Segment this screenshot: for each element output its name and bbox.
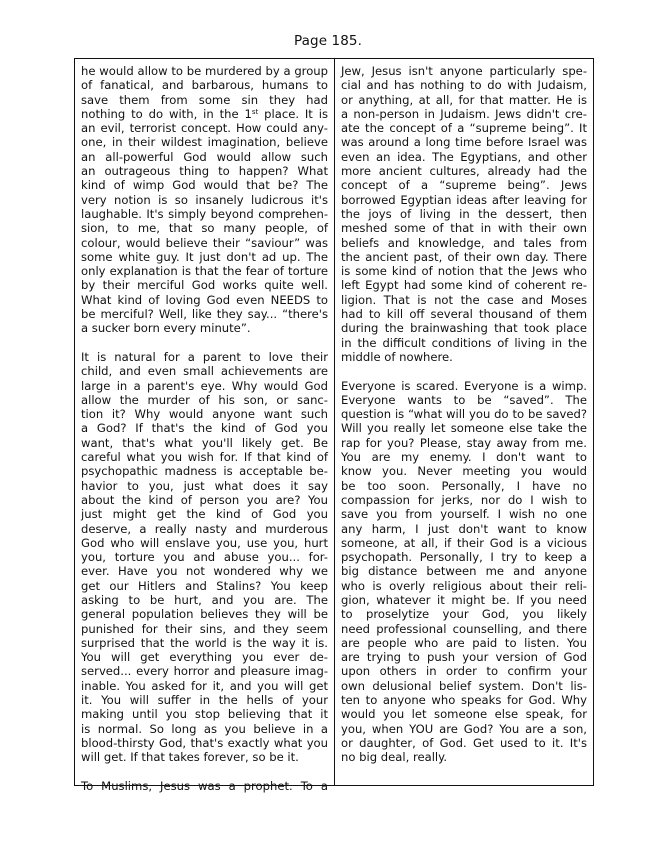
text-line: large in a parent's eye. Why would God [81, 378, 328, 393]
text-line: will get. If that takes forever, so be it. [81, 750, 299, 765]
text-line: gion, whatever it might be. If you need [341, 592, 587, 607]
text-line: sion, to me, that so many people, of [81, 221, 328, 236]
text-line: Jew, Jesus isn't anyone particularly spe- [341, 64, 587, 78]
text-line: Will you really let someone else take the [341, 421, 587, 436]
text-line: punished for their sins, and they seem [81, 621, 328, 636]
text-line: ligion. That is not the case and Moses [341, 292, 587, 307]
text-line: during the brainwashing that took place [341, 321, 587, 336]
text-line: a non-person in Judaism. Jews didn't cre- [341, 106, 587, 121]
text-line: nothing to do with, in the 1st place. It is [81, 106, 328, 121]
text-line: blood-thirsty God, that's exactly what you [81, 735, 328, 750]
text-line: general population believes they will be [81, 607, 328, 622]
text-line: save them from some sin they had [81, 92, 328, 107]
text-line: he would allow to be murdered by a group [81, 64, 328, 78]
column-divider [334, 59, 335, 785]
text-line: kind of wimp God would that be? The [81, 178, 328, 193]
text-line: need professional counselling, and there [341, 621, 587, 636]
paragraph-spacer [81, 765, 328, 779]
paragraph-spacer [81, 336, 328, 350]
text-line: borrowed Egyptian ideas after leaving for [341, 192, 587, 207]
text-line: only explanation is that the fear of torture [81, 264, 328, 279]
text-line: upon others in order to confirm your [341, 664, 587, 679]
text-line: are people who are paid to listen. You [341, 635, 587, 650]
text-line: is normal. So long as you believe in a [81, 721, 328, 736]
text-line: served... every horror and pleasure imag- [81, 664, 328, 679]
text-line: was around a long time before Israel was [341, 135, 587, 150]
text-line: concept of a “supreme being”. Jews [341, 178, 587, 193]
text-line: very notion is so insanely ludicrous it's [81, 192, 328, 207]
paragraph [341, 379, 587, 765]
text-line: the joys of living in the dessert, then [341, 206, 587, 221]
paragraph [341, 64, 587, 364]
text-line: inable. You asked for it, and you will get [81, 678, 328, 693]
text-line: or daughter, of God. Get used to it. It's [341, 735, 587, 750]
text-line: Everyone wants to be “saved”. The [341, 392, 587, 407]
text-line: child, and even small achievements are [81, 364, 328, 379]
text-line: laughable. It's simply beyond comprehen- [81, 206, 328, 221]
text-line: you, torture you and abuse you... for- [81, 550, 328, 565]
text-line: more ancient cultures, already had the [341, 164, 587, 179]
text-line: who is overly religious about their reli- [341, 578, 587, 593]
text-line: just might get the kind of God you [81, 507, 328, 522]
text-line: be merciful? Well, like they say... “there's [81, 307, 328, 322]
text-line: any harm, I just don't want to know [341, 521, 587, 536]
text-line: tion it? Why would anyone want such [81, 407, 328, 422]
text-line: a God? If that's the kind of God you [81, 421, 328, 436]
text-line: beliefs and knowledge, and tales from [341, 235, 587, 250]
text-line: middle of nowhere. [341, 349, 453, 364]
text-line: is some kind of notion that the Jews who [341, 264, 587, 279]
right-column [341, 64, 587, 765]
text-line: cial and has nothing to do with Judaism, [341, 78, 587, 93]
text-line: allow the murder of his son, or sanc- [81, 392, 328, 407]
text-line: had to kill off several thousand of them [341, 307, 587, 322]
paragraph-spacer [341, 364, 587, 378]
text-frame [74, 58, 594, 793]
text-line: You are my enemy. I don't want to [341, 450, 587, 465]
text-line: get our Hitlers and Stalins? You keep [81, 578, 328, 593]
text-line: careful what you wish for. If that kind of [81, 450, 328, 465]
text-line: by their merciful God works quite well. [81, 278, 328, 293]
text-line: To Muslims, Jesus was a prophet. To a [81, 778, 328, 793]
text-line: You will get everything you ever de- [81, 650, 328, 665]
page-number: Page 185. [294, 33, 362, 49]
text-line: making until you stop believing that it [81, 707, 328, 722]
text-line: are trying to push your version of God [341, 650, 587, 665]
text-line: left Egypt had some kind of coherent re- [341, 278, 587, 293]
text-line: one, in their wildest imagination, believe [81, 135, 328, 150]
text-line: even an idea. The Egyptians, and other [341, 149, 587, 164]
text-line: ever. Have you not wondered why we [81, 564, 328, 579]
text-line: surprised that the world is the way it is. [81, 635, 328, 650]
text-line: of fanatical, and barbarous, humans to [81, 78, 328, 93]
text-line: asking to be hurt, and you are. The [81, 592, 328, 607]
ordinal-superscript: st [251, 107, 259, 116]
text-line: rap for you? Please, stay away from me. [341, 435, 587, 450]
text-line: in the difficult conditions of living in the [341, 335, 587, 350]
text-line: would you let someone else speak, for [341, 707, 587, 722]
text-line: an all-powerful God would allow such [81, 149, 328, 164]
paragraph [81, 779, 328, 793]
text-line: an outrageous thing to happen? What [81, 164, 328, 179]
text-line: deserve, a really nasty and murderous [81, 521, 328, 536]
text-line: about the kind of person you are? You [81, 492, 328, 507]
text-line: compassion for jerks, nor do I wish to [341, 492, 587, 507]
text-line: or anything, at all, for that matter. He is [341, 92, 587, 107]
text-line: question is “what will you do to be saved? [341, 407, 587, 422]
text-line: no big deal, really. [341, 750, 448, 765]
text-line: want, that's what you'll likely get. Be [81, 435, 328, 450]
text-line: ate the concept of a “supreme being”. It [341, 121, 587, 136]
text-line: It is natural for a parent to love their [81, 349, 328, 364]
text-line: meshed some of that in with their own [341, 221, 587, 236]
text-line: save you from yourself. I wish no one [341, 507, 587, 522]
text-line: Everyone is scared. Everyone is a wimp. [341, 378, 587, 393]
text-line: colour, would believe their “saviour” was [81, 235, 328, 250]
text-line: ten to anyone who speaks for God. Why [341, 693, 587, 708]
paragraph [81, 64, 328, 336]
text-line: an evil, terrorist concept. How could any- [81, 121, 328, 136]
paragraph [81, 350, 328, 765]
text-line: God who will enslave you, use you, hurt [81, 535, 328, 550]
text-line: to proselytize your God, you likely [341, 607, 587, 622]
text-line: it. You will suffer in the hells of your [81, 693, 328, 708]
text-line: be too soon. Personally, I have no [341, 478, 587, 493]
text-line: a sucker born every minute”. [81, 321, 251, 336]
text-line: havior to you, just what does it say [81, 478, 328, 493]
text-line: someone, at all, if their God is a vicious [341, 535, 587, 550]
text-line: some white guy. It just don't ad up. The [81, 249, 328, 264]
text-line: you, when YOU are God? You are a son, [341, 721, 587, 736]
text-line: own delusional belief system. Don't lis- [341, 678, 587, 693]
left-column [81, 64, 328, 793]
text-line: psychopath. Personally, I try to keep a [341, 550, 587, 565]
text-line: psychopathic madness is acceptable be- [81, 464, 328, 479]
text-line: What kind of loving God even NEEDS to [81, 292, 328, 307]
text-line: the ancient past, of their own day. There [341, 249, 587, 264]
text-line: big distance between me and anyone [341, 564, 587, 579]
text-line: know you. Never meeting you would [341, 464, 587, 479]
